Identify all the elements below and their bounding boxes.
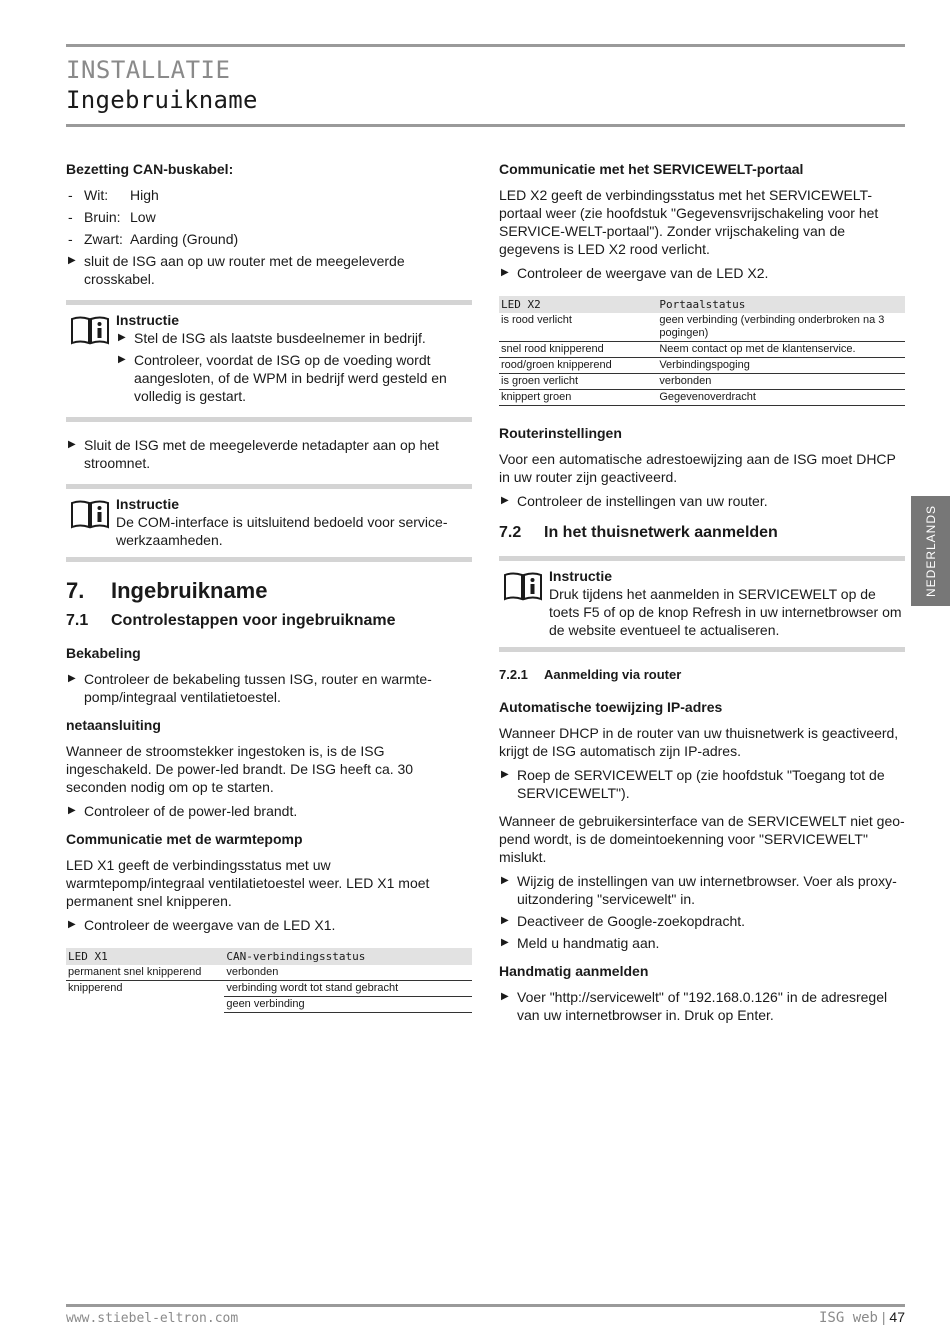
table-cell: verbinding wordt tot stand gebracht [224, 981, 472, 997]
sw-heading: Communicatie met het SERVICEWELT-portaal [499, 161, 804, 177]
info-book-icon [70, 499, 110, 529]
ui-step: ▶ Meld u handmatig aan. [499, 934, 905, 952]
wp-heading: Communicatie met de warmtepomp [66, 831, 303, 847]
table-row [499, 358, 905, 374]
ip-heading: Automatische toewijzing IP-adres [499, 699, 723, 715]
adapter-step: ▶ Sluit de ISG met de meegeleverde netadapter aan op het stroomnet. [66, 436, 472, 472]
instruction-note [499, 556, 905, 652]
table-cell: knippert groen [499, 390, 657, 406]
manual-step: ▶ Voer "http://servicewelt" of "192.168.0.126" in de adresregel van uw internetbrowser in. Druk op Enter. [499, 988, 905, 1024]
wp-text: LED X1 geeft de verbindingsstatus met uw warmtepomp/integraal ventilatietoestel weer. LED X1 moet permanent snel knipperen. [66, 857, 430, 909]
router-text: Voor een automatische adrestoewijzing aan de ISG moet DHCP in uw router zijn geactiveerd. [499, 451, 896, 485]
sw-step: ▶ Controleer de weergave van de LED X2. [499, 264, 905, 282]
table-header: LED X1 [66, 948, 224, 965]
table-cell: snel rood knipperend [499, 342, 657, 358]
table-header-row [66, 948, 472, 965]
table-cell: Neem contact op met de klantenservice. [657, 342, 905, 358]
footer-url: www.stiebel-eltron.com [66, 1311, 239, 1326]
note-text: Druk tijdens het aanmelden in SERVICEWELT op de toets F5 of op de knop Refresh in uw internetbrowser om de website eventueel te actualiseren. [549, 586, 902, 638]
can-list [66, 186, 472, 248]
table-row [499, 313, 905, 342]
sw-text: LED X2 geeft de verbindingsstatus met het SERVICEWELT-portaal weer (zie hoofdstuk "Gegevensvrijschakeling voor het SERVICE-WELT-portaal"). Zonder vrijschakeling van de gegevens is LED X2 rood verlicht. [499, 187, 879, 257]
subsection-heading: 7.1 Controlestappen voor ingebruikname [66, 612, 396, 629]
note-text: De COM-interface is uitsluitend bedoeld voor service-werkzaamheden. [116, 514, 448, 548]
net-heading: netaansluiting [66, 717, 161, 733]
table-header: LED X2 [499, 296, 657, 313]
note-step: ▶ Controleer, voordat de ISG op de voeding wordt aangesloten, of de WPM in bedrijf werd gesteld en volledig is gestart. [116, 351, 472, 405]
table-cell [66, 997, 224, 1013]
bekabeling-step: ▶ Controleer de bekabeling tussen ISG, router en warmte-pomp/integraal ventilatietoestel. [66, 670, 472, 706]
led-x2-table [499, 296, 905, 406]
header-bottom-rule [66, 124, 905, 127]
table-cell: Gegevenoverdracht [657, 390, 905, 406]
page-title: Ingebruikname [66, 86, 258, 114]
note-title: Instructie [549, 568, 613, 584]
subsubsection-heading: 7.2.1 Aanmelding via router [499, 667, 682, 682]
table-cell: verbonden [657, 374, 905, 390]
table-cell: geen verbinding (verbinding onderbroken na 3 pogingen) [657, 313, 905, 342]
table-row [499, 374, 905, 390]
table-header-row [499, 296, 905, 313]
table-row [66, 997, 472, 1013]
table-cell: is rood verlicht [499, 313, 657, 342]
list-item: - Bruin: Low [66, 208, 472, 226]
note-title: Instructie [116, 496, 180, 512]
note-title: Instructie [116, 312, 180, 328]
table-cell: Verbindingspoging [657, 358, 905, 374]
ip-step: ▶ Roep de SERVICEWELT op (zie hoofdstuk "Toegang tot de SERVICEWELT"). [499, 766, 905, 802]
net-step: ▶ Controleer of de power-led brandt. [66, 802, 472, 820]
table-row [66, 965, 472, 981]
page-number: 47 [889, 1309, 905, 1325]
table-row [499, 342, 905, 358]
can-step: ▶ sluit de ISG aan op uw router met de meegeleverde crosskabel. [66, 252, 472, 288]
footer-rule [66, 1304, 905, 1307]
list-item: - Wit: High [66, 186, 472, 204]
ui-text: Wanneer de gebruikersinterface van de SERVICEWELT niet geo-pend wordt, is de domeintoekenning voor "SERVICEWELT" mislukt. [499, 813, 905, 865]
instruction-note [66, 484, 472, 562]
language-tab-label: NEDERLANDS [923, 504, 938, 598]
ui-step: ▶ Deactiveer de Google-zoekopdracht. [499, 912, 905, 930]
table-row [66, 981, 472, 997]
table-cell: geen verbinding [224, 997, 472, 1013]
header-top-rule [66, 44, 905, 47]
note-step: ▶ Stel de ISG als laatste busdeelnemer in bedrijf. [116, 329, 472, 347]
section-heading: 7. Ingebruikname [66, 578, 268, 603]
can-heading: Bezetting CAN-buskabel: [66, 161, 234, 177]
router-heading: Routerinstellingen [499, 425, 622, 441]
ip-text: Wanneer DHCP in de router van uw thuisnetwerk is geactiveerd, krijgt de ISG automatisch zijn IP-adres. [499, 725, 899, 759]
footer-product: ISG web [818, 1310, 878, 1326]
language-tab [911, 496, 950, 606]
right-column [499, 160, 905, 1028]
led-x1-table [66, 948, 472, 1013]
table-cell: verbonden [224, 965, 472, 981]
subsection-heading: 7.2 In het thuisnetwerk aanmelden [499, 524, 778, 541]
table-cell: permanent snel knipperend [66, 965, 224, 981]
table-header: Portaalstatus [657, 296, 905, 313]
table-cell: is groen verlicht [499, 374, 657, 390]
info-book-icon [70, 315, 110, 345]
footer-page-info [819, 1309, 905, 1326]
instruction-note [66, 300, 472, 422]
manual-heading: Handmatig aanmelden [499, 963, 649, 979]
ui-step: ▶ Wijzig de instellingen van uw internetbrowser. Voer als proxy-uitzondering "servicewelt" in. [499, 872, 905, 908]
left-column [66, 160, 472, 1031]
wp-step: ▶ Controleer de weergave van de LED X1. [66, 916, 472, 934]
footer-separator: | [881, 1309, 886, 1325]
bekabeling-heading: Bekabeling [66, 645, 141, 661]
table-cell: rood/groen knipperend [499, 358, 657, 374]
chapter-label: INSTALLATIE [66, 56, 231, 84]
list-item: - Zwart: Aarding (Ground) [66, 230, 472, 248]
table-row [499, 390, 905, 406]
net-text: Wanneer de stroomstekker ingestoken is, is de ISG ingeschakeld. De power-led brandt. De ISG heeft ca. 30 seconden nodig om op te starten. [66, 743, 414, 795]
table-header: CAN-verbindingsstatus [224, 948, 472, 965]
table-cell: knipperend [68, 982, 123, 994]
info-book-icon [503, 571, 543, 601]
router-step: ▶ Controleer de instellingen van uw router. [499, 492, 905, 510]
